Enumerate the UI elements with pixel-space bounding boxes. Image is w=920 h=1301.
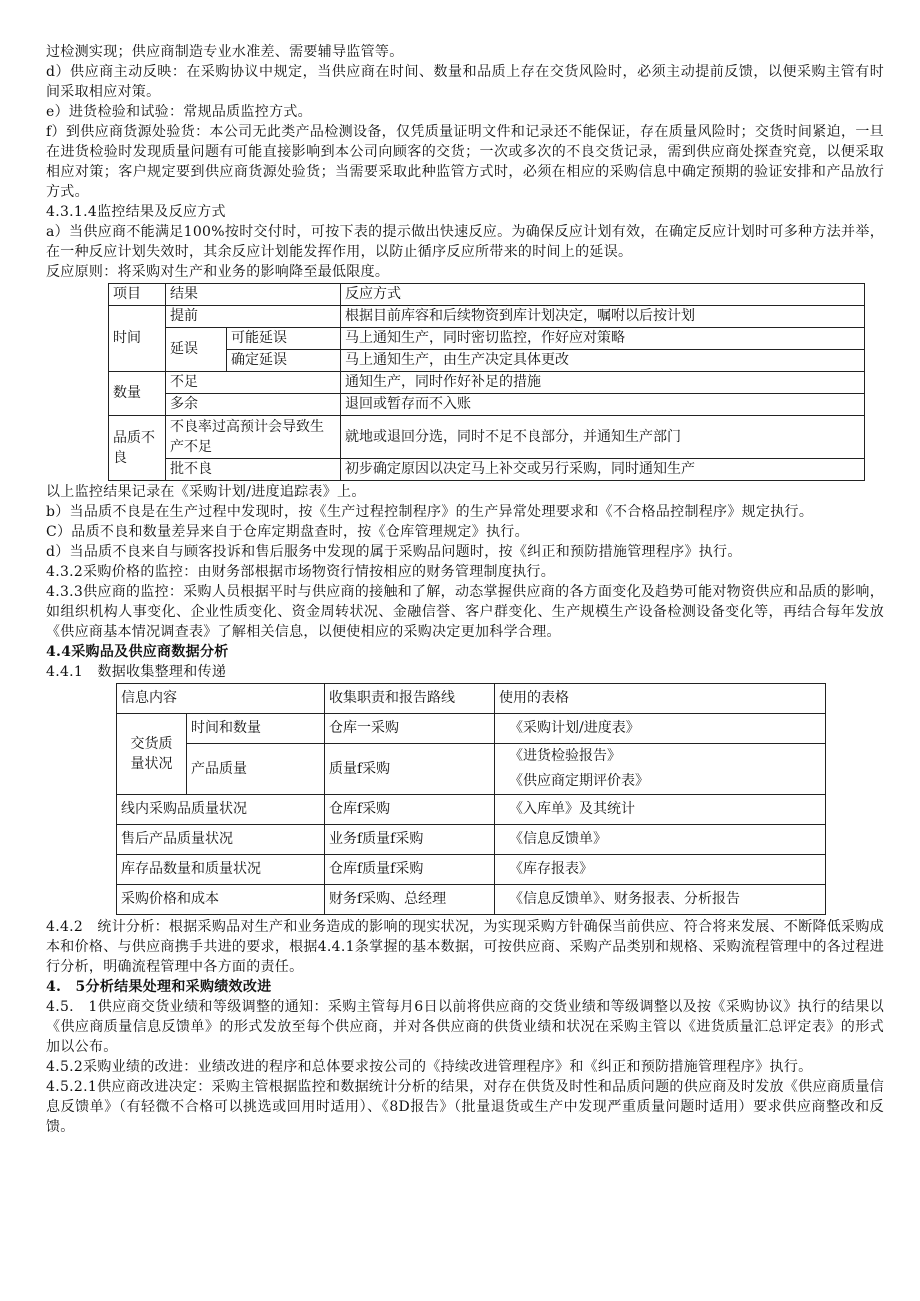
table-row <box>117 855 826 885</box>
table-cell: 售后产品质量状况 <box>117 825 325 855</box>
table-cell-subcategory: 延误 <box>166 328 227 372</box>
table-cell: 库存品数量和质量状况 <box>117 855 325 885</box>
table-cell: 财务f采购、总经理 <box>325 885 495 915</box>
table-row <box>109 394 865 416</box>
table-row <box>109 372 865 394</box>
paragraph: 4.4.2 统计分析：根据采购品对生产和业务造成的影响的现实状况，为实现采购方针确保当前供应、符合将来发展、不断降低采购成本和价格、与供应商携手共进的要求，根据4.4.1条掌握的基本数据，可按供应商、采购产品类别和规格、采购流程管理中的各过程进行分析，明确流程管理中各方面的责任。 <box>46 919 884 975</box>
table-cell: 《库存报表》 <box>495 855 826 885</box>
table-row <box>117 714 826 744</box>
table-header: 信息内容 <box>117 684 325 714</box>
paragraph: d）供应商主动反映：在采购协议中规定，当供应商在时间、数量和品质上存在交货风险时，必须主动提前反馈，以便采购主管有时间采取相应对策。 <box>46 64 884 100</box>
paragraph: 反应原则：将采购对生产和业务的影响降至最低限度。 <box>46 264 390 280</box>
table-header: 使用的表格 <box>495 684 826 714</box>
table-cell: 多余 <box>166 394 341 416</box>
table-cell: 《信息反馈单》、财务报表、分析报告 <box>495 885 826 915</box>
table-header: 收集职责和报告路线 <box>325 684 495 714</box>
table-cell: 不良率过高预计会导致生产不足 <box>166 416 341 459</box>
paragraph: f）到供应商货源处验货：本公司无此类产品检测设备，仅凭质量证明文件和记录还不能保证，存在质量风险时；交货时间紧迫，一旦在进货检验时发现质量问题有可能直接影响到本公司向顾客的交货；一次或多次的不良交货记录，需到供应商处探查究竟，以便采取相应对策；客户规定要到供应商货源处验货；当需要采取此种监管方式时，必须在相应的采购信息中确定预期的验证安排和产品放行方式。 <box>46 124 884 200</box>
paragraph: a）当供应商不能满足100%按时交付时，可按下表的提示做出快速反应。为确保反应计划有效，在确定反应计划时可多种方法并举，在一种反应计划失效时，其余反应计划能发挥作用，以防止循序反应所带来的时间上的延误。 <box>46 224 884 260</box>
table-cell <box>495 744 826 795</box>
table-header: 项目 <box>109 284 166 306</box>
table-cell: 仓库f采购 <box>325 795 495 825</box>
table-cell: 不足 <box>166 372 341 394</box>
table-row <box>109 416 865 459</box>
paragraph: 4.5. 1供应商交货业绩和等级调整的通知：采购主管每月6日以前将供应商的交货业绩和等级调整以及按《采购协议》执行的结果以《供应商质量信息反馈单》的形式发放至每个供应商，并对各供应商的供货业绩和状况在采购主管以《进货质量汇总评定表》的形式加以公布。 <box>46 999 884 1055</box>
table-row <box>109 459 865 481</box>
paragraph: b）当品质不良是在生产过程中发现时，按《生产过程控制程序》的生产异常处理要求和《不合格品控制程序》规定执行。 <box>46 504 814 520</box>
table-header-row <box>109 284 865 306</box>
subsection-heading: 4.4.1 数据收集整理和传递 <box>46 664 227 680</box>
table-header: 反应方式 <box>341 284 865 306</box>
table-row <box>117 825 826 855</box>
paragraph: 4.3.2采购价格的监控：由财务部根据市场物资行情按相应的财务管理制度执行。 <box>46 564 556 580</box>
paragraph: d）当品质不良来自与顾客投诉和售后服务中发现的属于采购品问题时，按《纠正和预防措施管理程序》执行。 <box>46 544 742 560</box>
table-cell: 马上通知生产，同时密切监控，作好应对策略 <box>341 328 865 350</box>
table-cell: 退回或暂存而不入账 <box>341 394 865 416</box>
table-cell-category: 交货质量状况 <box>117 714 187 795</box>
table-cell: 通知生产，同时作好补足的措施 <box>341 372 865 394</box>
table-cell: 《信息反馈单》 <box>495 825 826 855</box>
paragraph: e）进货检验和试验：常规品质监控方式。 <box>46 104 312 120</box>
table-cell: 业务f质量f采购 <box>325 825 495 855</box>
table-cell: 采购价格和成本 <box>117 885 325 915</box>
table-cell: 确定延误 <box>227 350 341 372</box>
table-row <box>117 885 826 915</box>
table-cell: 批不良 <box>166 459 341 481</box>
paragraph: 4.5.2采购业绩的改进：业绩改进的程序和总体要求按公司的《持续改进管理程序》和《纠正和预防措施管理程序》执行。 <box>46 1059 813 1075</box>
table-cell: 提前 <box>166 306 341 328</box>
table-cell: 时间和数量 <box>187 714 325 744</box>
table-row <box>117 795 826 825</box>
table-cell: 产品质量 <box>187 744 325 795</box>
table-header-row <box>117 684 826 714</box>
section-heading: 4. 5分析结果处理和采购绩效改进 <box>46 979 272 995</box>
table-cell: 《采购计划/进度表》 <box>495 714 826 744</box>
table-row <box>109 328 865 350</box>
table-cell: 初步确定原因以决定马上补交或另行采购，同时通知生产 <box>341 459 865 481</box>
form-name: 《进货检验报告》 <box>509 748 621 764</box>
table-row <box>117 744 826 795</box>
response-table <box>108 283 865 481</box>
table-cell: 就地或退回分选，同时不足不良部分，并通知生产部门 <box>341 416 865 459</box>
table-cell: 仓库一采购 <box>325 714 495 744</box>
form-name: 《供应商定期评价表》 <box>509 773 649 789</box>
paragraph: C）品质不良和数量差异来自于仓库定期盘查时，按《仓库管理规定》执行。 <box>46 524 529 540</box>
table-cell-category: 品质不良 <box>109 416 166 481</box>
data-collection-table <box>116 683 826 915</box>
table-cell-category: 数量 <box>109 372 166 416</box>
section-heading: 4.4采购品及供应商数据分析 <box>46 644 229 660</box>
table-cell: 《入库单》及其统计 <box>495 795 826 825</box>
table-cell-category: 时间 <box>109 306 166 372</box>
paragraph: 4.5.2.1供应商改进决定：采购主管根据监控和数据统计分析的结果，对存在供货及时性和品质问题的供应商及时发放《供应商质量信息反馈单》（有轻微不合格可以挑选或回用时适用）、《8D报告》（批量退货或生产中发现严重质量问题时适用）要求供应商整改和反馈。 <box>46 1079 884 1135</box>
document-page <box>46 0 884 1137</box>
table-header: 结果 <box>166 284 341 306</box>
table-cell: 仓库f质量f采购 <box>325 855 495 885</box>
paragraph: 过检测实现；供应商制造专业水准差、需要辅导监管等。 <box>46 44 404 60</box>
table-row <box>109 306 865 328</box>
table-cell: 质量f采购 <box>325 744 495 795</box>
table-cell: 线内采购品质量状况 <box>117 795 325 825</box>
paragraph: 4.3.3供应商的监控：采购人员根据平时与供应商的接触和了解，动态掌握供应商的各方面变化及趋势可能对物资供应和品质的影响，如组织机构人事变化、企业性质变化、资金周转状况、金融信誉、客户群变化、生产规模生产设备检测设备变化等，再结合每年发放《供应商基本情况调查表》了解相关信息，以便使相应的采购决定更加科学合理。 <box>46 584 884 640</box>
table-cell: 马上通知生产，由生产决定具体更改 <box>341 350 865 372</box>
section-heading: 4.3.1.4监控结果及反应方式 <box>46 204 226 220</box>
table-cell: 根据目前库容和后续物资到库计划决定，嘱咐以后按计划 <box>341 306 865 328</box>
table-cell: 可能延误 <box>227 328 341 350</box>
paragraph: 以上监控结果记录在《采购计划/进度追踪表》上。 <box>46 484 366 500</box>
